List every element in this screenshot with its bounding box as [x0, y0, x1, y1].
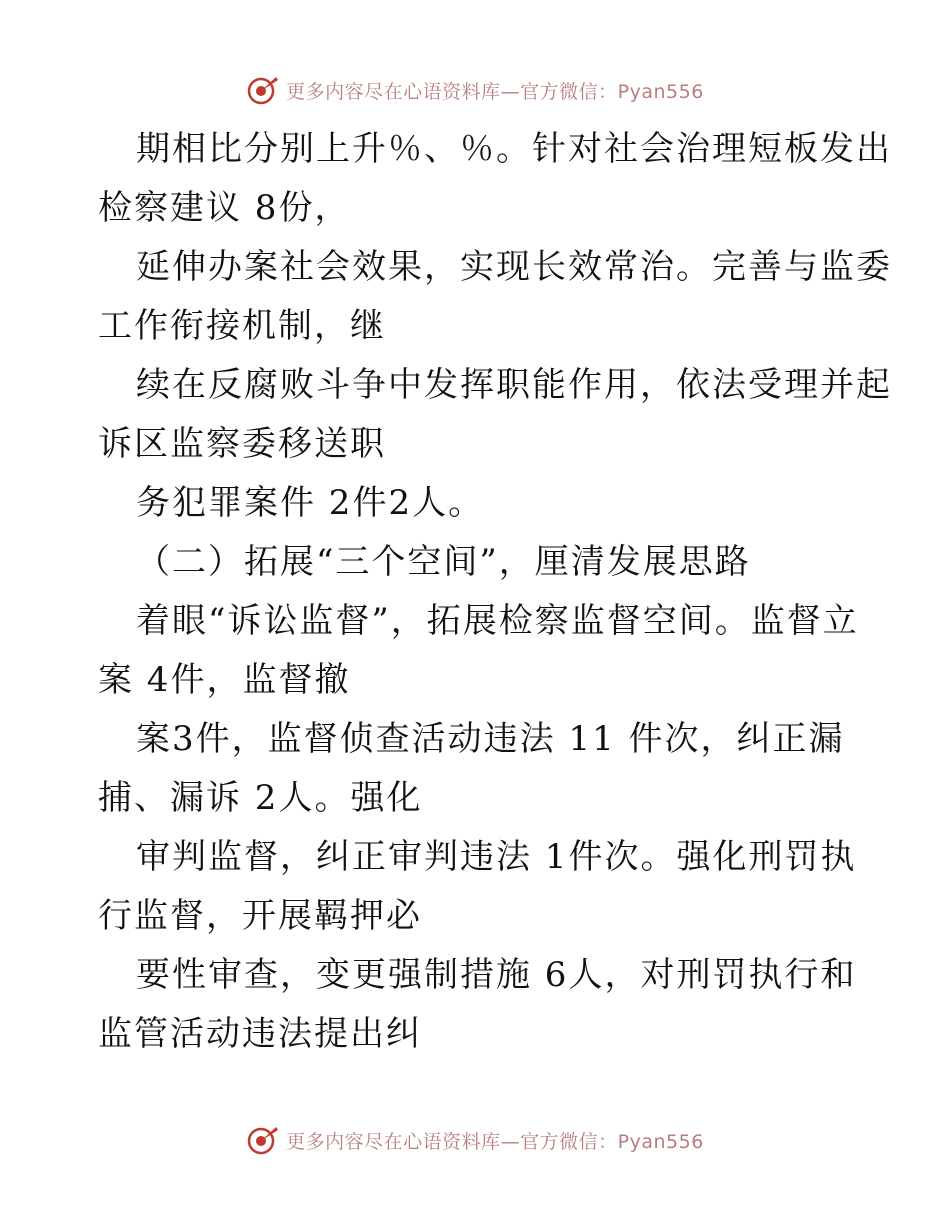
text-line: 监管活动违法提出纠	[98, 1014, 422, 1054]
text-line: 续在反腐败斗争中发挥职能作用，依法受理并起	[136, 365, 892, 405]
text-line: 期相比分别上升％、％。针对社会治理短板发出	[136, 129, 892, 169]
footer-watermark-text: 更多内容尽在心语资料库—官方微信：Pyan556	[286, 1130, 704, 1153]
text-line: 要性审查，变更强制措施 6人，对刑罚执行和	[136, 955, 857, 995]
text-line: 案 4件，监督撤	[98, 660, 351, 700]
text-line: 案3件，监督侦查活动违法 11 件次，纠正漏	[136, 719, 845, 759]
section-heading: （二）拓展“三个空间”，厘清发展思路	[136, 542, 751, 582]
header-watermark	[0, 72, 950, 108]
text-line: 诉区监察委移送职	[98, 424, 386, 464]
header-watermark-text: 更多内容尽在心语资料库—官方微信：Pyan556	[286, 80, 704, 103]
document-body	[98, 120, 892, 1064]
text-line: 务犯罪案件 2件2人。	[136, 483, 485, 523]
text-line: 工作衔接机制，继	[98, 306, 386, 346]
text-line: 行监督，开展羁押必	[98, 896, 422, 936]
text-line: 捕、漏诉 2人。强化	[98, 778, 423, 818]
text-line: 审判监督，纠正审判违法 1件次。强化刑罚执	[136, 837, 857, 877]
pen-logo-icon	[246, 73, 280, 107]
text-line: 着眼“诉讼监督”，拓展检察监督空间。监督立	[136, 601, 859, 641]
pen-logo-icon	[246, 1123, 280, 1157]
text-line: 延伸办案社会效果，实现长效常治。完善与监委	[136, 247, 892, 287]
text-line: 检察建议 8份，	[98, 188, 351, 228]
footer-watermark	[0, 1122, 950, 1158]
